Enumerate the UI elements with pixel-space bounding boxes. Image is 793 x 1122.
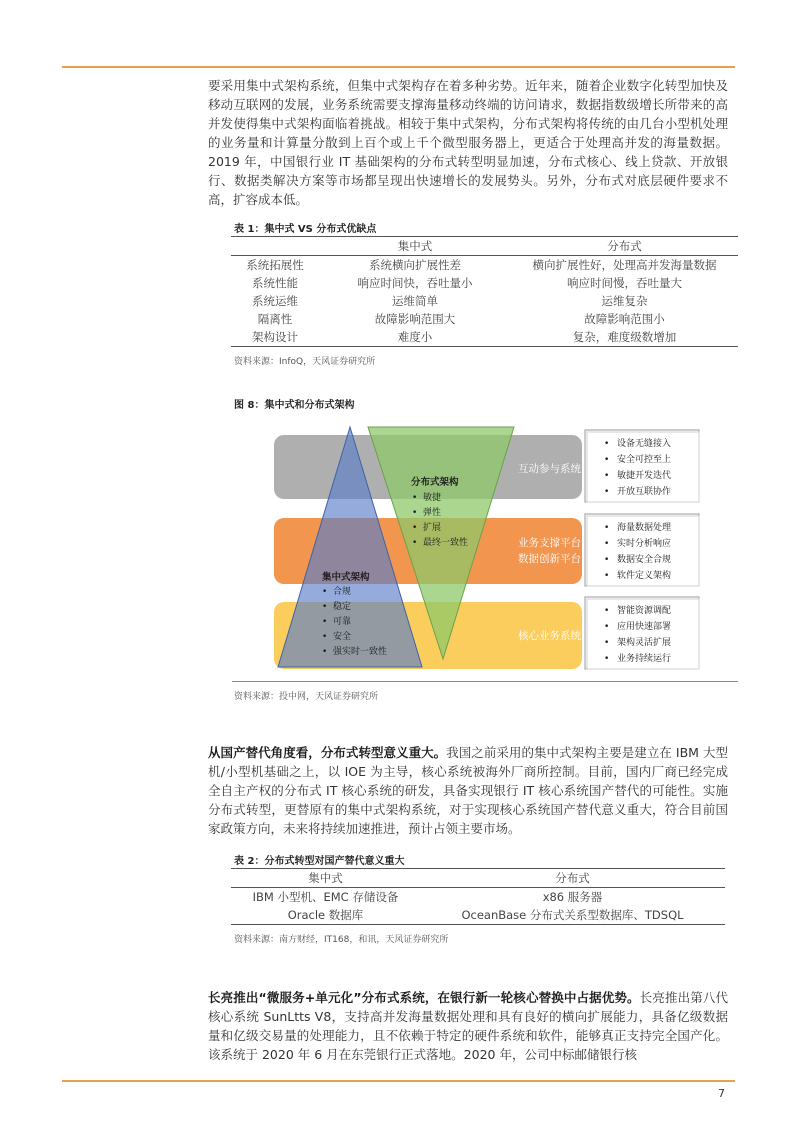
centralized-item: 安全 [333, 632, 352, 642]
table1-source: 资料来源：InfoQ，天风证券研究所 [234, 357, 376, 367]
table2-header-cell: 集中式 [308, 871, 343, 885]
feature-bullet: • [604, 523, 610, 533]
feature-item: 应用快速部署 [617, 622, 672, 632]
table-cell: 响应时间快，吞吐量小 [357, 276, 473, 290]
feature-bullet: • [604, 555, 610, 565]
table-cell: 难度小 [397, 330, 433, 344]
feature-item: 安全可控至上 [617, 455, 672, 465]
table-cell: 系统运维 [252, 294, 298, 308]
table-cell: 隔离性 [257, 312, 293, 326]
table1-header-cell [231, 237, 319, 256]
feature-bullet: • [604, 638, 610, 648]
paragraph-2 [208, 743, 728, 838]
table1-header-cell: 集中式 [397, 239, 433, 253]
feature-item: 数据安全合规 [617, 555, 672, 565]
table-cell: OceanBase 分布式关系型数据库、TDSQL [461, 908, 684, 922]
centralized-bullet: • [322, 647, 328, 657]
table-cell: IBM 小型机、EMC 存储设备 [252, 890, 399, 904]
paragraph-3-body: 长亮推出第八代核心系统 SunLtts V8，支持高并发海量数据处理和具有良好的横向扩展能力，具备亿级数据量和亿级交易量的处理能力，且不依赖于特定的硬件系统和软件，能够真正支持完全国产化。该系统于 2020 年 6 月在东莞银行正式落地。2020 年，公司中标邮储银行核 [208, 990, 728, 1062]
distributed-bullet: • [412, 538, 418, 548]
centralized-bullet: • [322, 632, 328, 642]
top-rule [62, 66, 735, 68]
centralized-item: 强实时一致性 [333, 647, 388, 657]
table2-source: 资料来源：南方财经，IT168，和讯，天风证券研究所 [234, 935, 449, 945]
table1-header-row [231, 237, 738, 256]
feature-box-3 [585, 597, 699, 669]
table-row [231, 328, 738, 347]
feature-bullet: • [604, 455, 610, 465]
feature-bullet: • [604, 439, 610, 449]
feature-bullet: • [604, 622, 610, 632]
page-number: 7 [718, 1087, 725, 1100]
feature-item: 实时分析响应 [617, 539, 672, 549]
table2-header-row [231, 869, 725, 888]
feature-item: 敏捷开发迭代 [617, 471, 672, 481]
feature-bullet: • [604, 654, 610, 664]
paragraph-1: 要采用集中式架构系统，但集中式架构存在着多种劣势。近年来，随着企业数字化转型加快及移动互联网的发展，业务系统需要支撑海量移动终端的访问请求，数据指数级增长所带来的高并发使得集中式架构面临着挑战。相较于集中式架构，分布式架构将传统的由几台小型机处理的业务量和计算量分散到上百个或上千个微型服务器上，更适合于处理高并发的海量数据。2019 年，中国银行业 IT 基础架构的分布式转型明显加速，分布式核心、线上贷款、开放银行、数据类解决方案等市场都呈现出快速增长的发展势头。另外，分布式对底层硬件要求不高，扩容成本低。 [208, 78, 728, 207]
table2-caption: 表 2：分布式转型对国产替代意义重大 [234, 856, 405, 867]
table-row [231, 888, 725, 907]
feature-item: 海量数据处理 [617, 523, 672, 533]
feature-item: 架构灵活扩展 [617, 638, 672, 648]
table-row [231, 292, 738, 310]
table-cell: 响应时间慢，吞吐量大 [567, 276, 682, 290]
feature-item: 软件定义架构 [617, 571, 672, 581]
table-cell: 运维复杂 [601, 294, 648, 308]
table-cell: 运维简单 [392, 294, 438, 308]
centralized-bullet: • [322, 617, 328, 627]
feature-bullet: • [604, 539, 610, 549]
table-row [231, 310, 738, 328]
paragraph-2-body: 我国之前采用的集中式架构主要是建立在 IBM 大型机/小型机基础之上，以 IOE 为主导，核心系统被海外厂商所控制。目前，国内厂商已经完成全自主产权的分布式 IT 核心系统的研发，具备实现银行 IT 核心系统国产替代的可能性。实施分布式转型，更替原有的集中式架构系统，对于实现核心系统国产替代意义重大，符合目前国家政策方向，未来将持续加速推进，预计占领主要市场。 [208, 745, 728, 836]
table-cell: 架构设计 [252, 330, 298, 344]
feature-box-2 [585, 514, 699, 586]
distributed-item: 敏捷 [423, 493, 442, 503]
band-label-datainnovation: 数据创新平台 [518, 553, 581, 565]
distributed-title: 分布式架构 [411, 477, 459, 488]
centralized-title: 集中式架构 [322, 572, 370, 583]
table-cell: 系统横向扩展性差 [369, 258, 461, 272]
distributed-item: 弹性 [423, 508, 442, 518]
table-cell: Oracle 数据库 [287, 908, 364, 922]
table-row [231, 256, 738, 275]
paragraph-3 [208, 988, 728, 1064]
centralized-item: 可靠 [333, 617, 352, 627]
feature-item: 智能资源调配 [617, 606, 672, 616]
centralized-bullet: • [322, 602, 328, 612]
distributed-item: 最终一致性 [423, 538, 469, 548]
feature-item: 业务持续运行 [617, 654, 672, 664]
table-cell: 复杂，难度级数增加 [572, 330, 677, 344]
table-row [231, 274, 738, 292]
feature-bullet: • [604, 487, 610, 497]
table2-header-cell: 分布式 [555, 871, 590, 885]
feature-box-1 [585, 430, 699, 502]
table-cell: 故障影响范围小 [584, 312, 665, 326]
table1-header-cell: 分布式 [607, 239, 642, 253]
feature-item: 设备无缝接入 [617, 439, 672, 449]
figure8-caption: 图 8：集中式和分布式架构 [234, 400, 355, 411]
feature-item: 开放互联协作 [617, 487, 672, 497]
distributed-bullet: • [412, 508, 418, 518]
table-cell: 横向扩展性好，处理高并发海量数据 [532, 258, 717, 272]
bottom-rule [62, 1080, 735, 1082]
figure8-source: 资料来源：投中网，天风证券研究所 [234, 692, 379, 702]
distributed-bullet: • [412, 523, 418, 533]
table2 [231, 868, 725, 925]
paragraph-2-lead: 从国产替代角度看，分布式转型意义重大。 [208, 745, 447, 760]
feature-bullet: • [604, 571, 610, 581]
band-label-core: 核心业务系统 [518, 630, 581, 642]
centralized-item: 合规 [333, 587, 352, 597]
table1 [231, 236, 738, 347]
band-label-business: 业务支撑平台 [518, 537, 581, 549]
table-cell: 系统性能 [252, 276, 298, 290]
table1-caption: 表 1：集中式 VS 分布式优缺点 [234, 224, 377, 235]
table-cell: x86 服务器 [542, 890, 603, 904]
table-row [231, 906, 725, 925]
feature-bullet: • [604, 471, 610, 481]
table-cell: 故障影响范围大 [374, 312, 456, 326]
band-label-interaction: 互动参与系统 [518, 463, 581, 475]
distributed-item: 扩展 [423, 523, 442, 533]
architecture-diagram [232, 413, 738, 681]
centralized-bullet: • [322, 587, 328, 597]
distributed-bullet: • [412, 493, 418, 503]
paragraph-3-lead: 长亮推出“微服务+单元化”分布式系统，在银行新一轮核心替换中占据优势。 [208, 990, 640, 1005]
feature-bullet: • [604, 606, 610, 616]
table-cell: 系统拓展性 [246, 258, 304, 272]
centralized-item: 稳定 [333, 602, 352, 612]
